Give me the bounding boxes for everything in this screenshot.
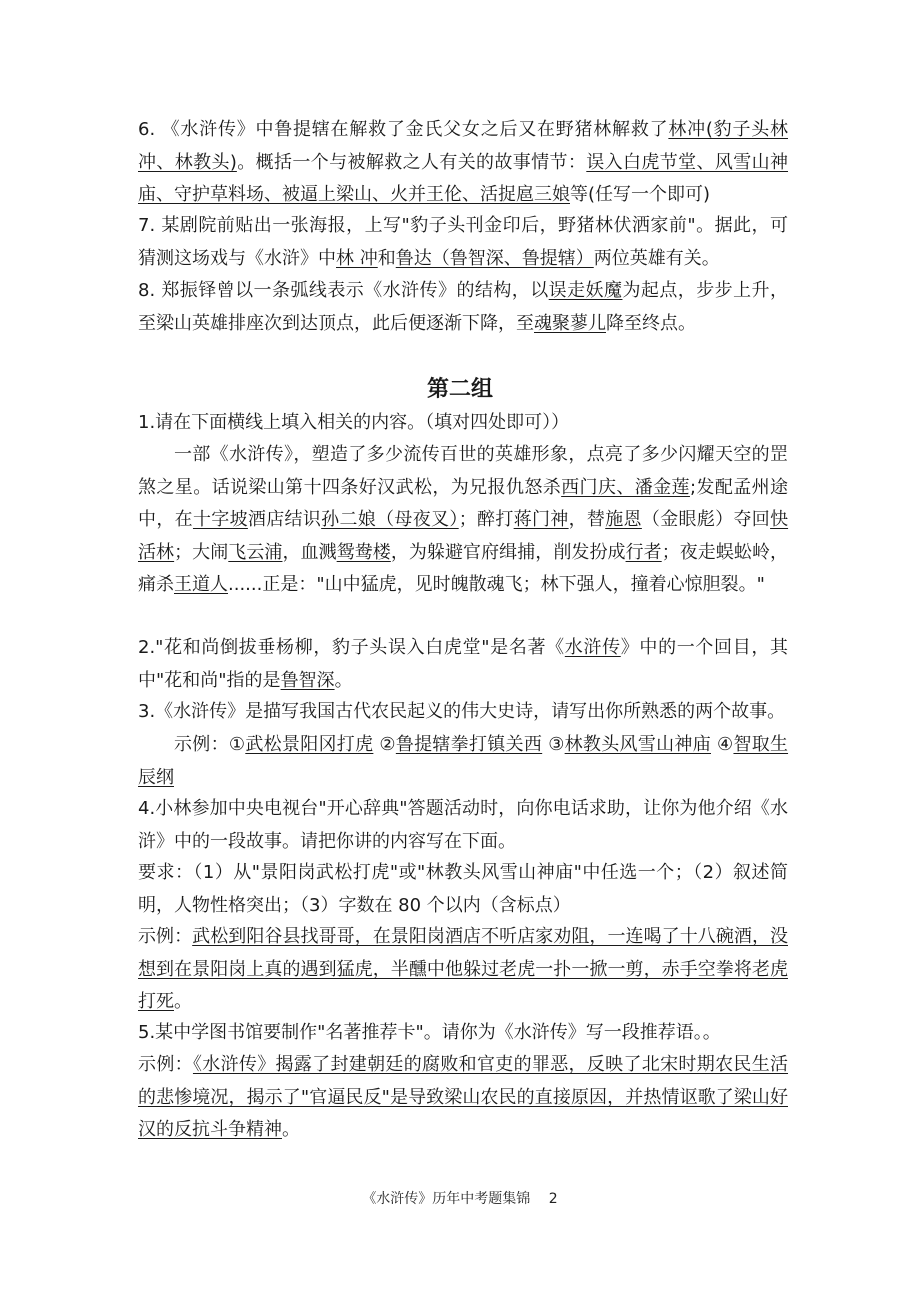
passage-text: ;发配孟州途中，在 [138, 476, 789, 530]
example-answer: 鲁提辖拳打镇关西 [395, 734, 543, 755]
example-text: ③ [542, 734, 565, 755]
blank-answer: 施恩 [605, 509, 642, 530]
example-answer: 智取生辰纲 [138, 734, 789, 788]
example-answer: 武松景阳冈打虎 [245, 734, 374, 755]
blank-answer: 快活林 [138, 509, 789, 563]
question-7 [138, 210, 788, 275]
page-footer: 《水浒传》历年中考题集锦 2 [362, 1191, 558, 1207]
passage-text: ，血溅 [282, 541, 337, 563]
q8-text: 为起点，步步上升，至梁山英雄排座次到达顶点，此后便逐渐下降，至 [138, 280, 789, 334]
q2-answer-1: 水浒传 [564, 637, 621, 658]
question-4-heading: 4.小林参加中央电视台"开心辞典"答题活动时，向你电话求助，让你为他介绍《水浒》中的一段故事。请把你讲的内容写在下面。 [138, 798, 788, 852]
q2-answer-2: 鲁智深 [280, 669, 335, 691]
passage-text: 酒店结识 [247, 509, 322, 530]
q7-text: 两位英雄有关。 [593, 247, 720, 269]
q7-text: 7. 某剧院前贴出一张海报，上写"豹子头刊金印后，野猪林伏洒家前"。据此，可猜测这场戏与《水浒》中 [138, 215, 788, 269]
question-3-example [138, 729, 788, 794]
blank-answer: 西门庆、潘金莲 [561, 476, 690, 498]
q8-answer-1: 误走妖魔 [548, 280, 623, 301]
q6-text: 。概括一个与被解救之人有关的故事情节： [236, 151, 587, 173]
blank-answer: 鸳鸯楼 [336, 541, 391, 563]
q7-answer-2: 鲁达（鲁智深、鲁提辖） [395, 247, 594, 269]
q8-answer-2: 魂聚蓼儿 [534, 312, 606, 334]
question-1-passage [138, 439, 788, 602]
question-2 [138, 632, 788, 697]
q2-text: 》中的一个回目，其中"花和尚"指的是 [138, 637, 789, 691]
q6-answer-1: 林冲(豹子头林冲、林教头) [138, 119, 788, 173]
example-answer: 《水浒传》揭露了封建朝廷的腐败和官吏的罪恶，反映了北宋时期农民生活的悲惨境况，揭示了"官逼民反"是导致梁山农民的直接原因，并热情讴歌了梁山好汉的反抗斗争精神 [138, 1054, 789, 1140]
q6-text: 等(任写一个即可) [570, 184, 711, 205]
question-4-example [138, 921, 788, 1019]
section-title: 第二组 [426, 377, 493, 402]
question-1-heading: 1.请在下面横线上填入相关的内容。（填对四处即可）） [138, 412, 570, 433]
passage-text: ；夜走蜈蚣岭，痛杀 [138, 541, 789, 595]
question-6 [138, 114, 788, 212]
example-text: 示例：① [174, 734, 246, 755]
q2-text: 2."花和尚倒拔垂杨柳，豹子头误入白虎堂"是名著《 [138, 637, 565, 658]
example-answer: 林教头风雪山神庙 [564, 734, 711, 755]
q2-text: 。 [334, 669, 353, 691]
example-text: ② [373, 734, 396, 755]
blank-answer: 十字坡 [192, 509, 248, 530]
q7-text: 和 [377, 247, 396, 269]
question-4-requirements: 要求：（1）从"景阳岗武松打虎"或"林教头风雪山神庙"中任选一个；（2）叙述简明，人物性格突出；（3）字数在 80 个以内（含标点） [138, 862, 788, 916]
example-label: 示例： [138, 926, 193, 947]
example-text: ④ [711, 734, 734, 755]
blank-answer: 飞云浦 [228, 541, 283, 563]
example-text: 。 [282, 1119, 300, 1140]
q8-text: 降至终点。 [606, 312, 696, 334]
passage-text: （金眼彪）夺回 [641, 509, 771, 530]
passage-text: ，替 [568, 509, 606, 530]
passage-text: ；醉打 [458, 509, 514, 530]
question-3-heading: 3.《水浒传》是描写我国古代农民起义的伟大史诗，请写出你所熟悉的两个故事。 [138, 701, 786, 722]
blank-answer: 孙二娘（母夜叉） [321, 509, 459, 530]
example-label: 示例： [138, 1054, 193, 1075]
question-5-heading: 5.某中学图书馆要制作"名著推荐卡"。请你为《水浒传》写一段推荐语。。 [138, 1022, 721, 1043]
question-5-example [138, 1049, 788, 1147]
blank-answer: 蒋门神 [513, 509, 569, 530]
passage-text: ；大闹 [174, 541, 229, 563]
q6-text: 6. 《水浒传》中鲁提辖在解救了金氏父女之后又在野猪林解救了 [138, 119, 669, 140]
passage-text: ......正是："山中猛虎，见时魄散魂飞；林下强人，撞着心惊胆裂。" [228, 574, 765, 595]
q6-answer-2: 误入白虎节堂、风雪山神庙、守护草料场、被逼上梁山、火并王伦、活捉扈三娘 [138, 151, 789, 205]
q7-answer-1: 林 冲 [336, 247, 378, 269]
question-8 [138, 275, 788, 340]
q8-text: 8. 郑振铎曾以一条弧线表示《水浒传》的结构，以 [138, 280, 549, 301]
passage-text: 一部《水浒传》，塑造了多少流传百世的英雄形象，点亮了多少闪耀天空的罡煞之星。话说梁山第十四条好汉武松，为兄报仇怒杀 [138, 444, 788, 498]
blank-answer: 王道人 [174, 574, 228, 595]
example-text: 。 [174, 991, 192, 1012]
example-answer: 武松到阳谷县找哥哥，在景阳岗酒店不听店家劝阻，一连喝了十八碗酒，没想到在景阳岗上真的遇到猛虎，半醺中他躲过老虎一扑一掀一剪，赤手空拳将老虎打死 [138, 926, 788, 1012]
blank-answer: 行者 [625, 541, 662, 563]
passage-text: ，为躲避官府缉捕，削发扮成 [390, 541, 626, 563]
